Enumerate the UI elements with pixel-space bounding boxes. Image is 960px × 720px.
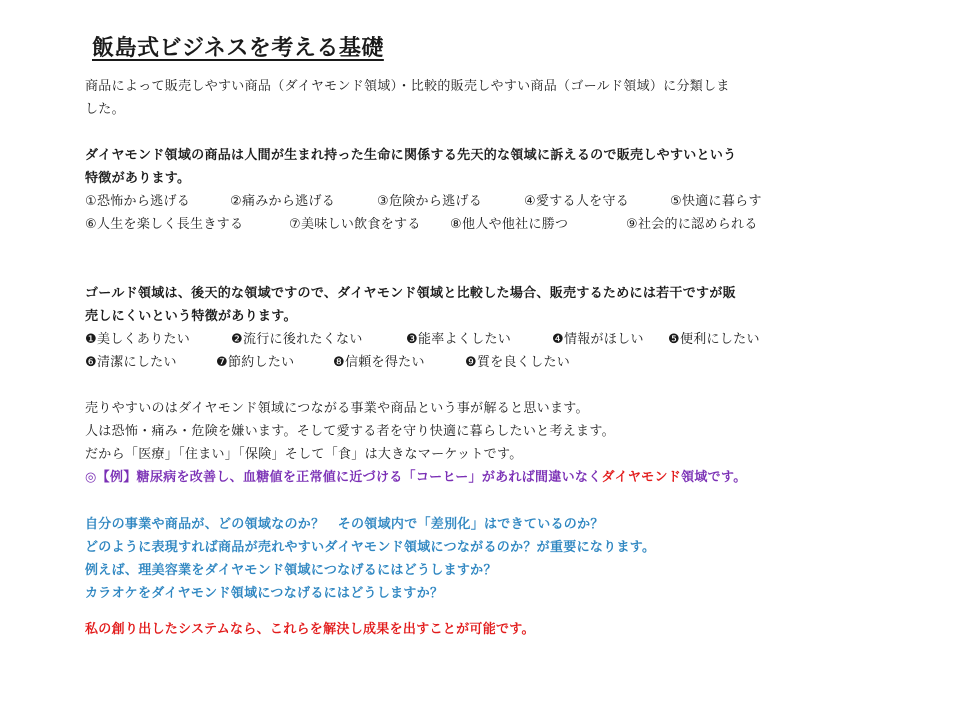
diamond-items-row-1: [85, 192, 762, 212]
diamond-item: ⑨社会的に認められる: [626, 217, 758, 232]
diamond-item: ②痛みから逃げる: [230, 194, 336, 209]
gold-item: ❻清潔にしたい: [85, 355, 177, 370]
question-line-2: どのように表現すれば商品が売れやすいダイヤモンド領域につながるのか？が重要になります。: [85, 540, 656, 555]
example-highlight: ダイヤモンド: [601, 470, 682, 485]
diamond-item: ⑦美味しい飲食をする: [289, 217, 421, 232]
diamond-item: ④愛する人を守る: [524, 194, 630, 209]
gold-item: ❺便利にしたい: [668, 332, 760, 347]
diamond-item: ⑧他人や他社に勝つ: [450, 217, 569, 232]
question-line-1: 自分の事業や商品が、どの領域なのか？ その領域内で「差別化」はできているのか？: [85, 517, 604, 532]
gold-item: ❸能率よくしたい: [406, 332, 512, 347]
diamond-item: ⑥人生を楽しく長生きする: [85, 217, 244, 232]
example-line: [85, 468, 747, 488]
diamond-item: ①恐怖から逃げる: [85, 194, 191, 209]
intro-line-1: 商品によって販売しやすい商品（ダイヤモンド領域）・比較的販売しやすい商品（ゴールド領域）に分類しま: [85, 79, 730, 94]
question-line-3: 例えば、理美容業をダイヤモンド領域につなげるにはどうしますか？: [85, 563, 497, 578]
summary-line-1: 売りやすいのはダイヤモンド領域につながる事業や商品という事が解ると思います。: [85, 401, 589, 416]
example-text: ◎【例】糖尿病を改善し、血糖値を正常値に近づける「コーヒー」があれば間違いなく: [85, 470, 602, 485]
gold-description-line-2: 売しにくいという特徴があります。: [85, 309, 297, 324]
gold-item: ❽信頼を得たい: [333, 355, 425, 370]
gold-item: ❼節約したい: [216, 355, 295, 370]
gold-item: ❷流行に後れたくない: [231, 332, 363, 347]
conclusion-line: 私の創り出したシステムなら、これらを解決し成果を出すことが可能です。: [85, 622, 535, 637]
diamond-item: ⑤快適に暮らす: [670, 194, 762, 209]
gold-item: ❶美しくありたい: [85, 332, 191, 347]
diamond-items-row-2: [85, 215, 758, 235]
gold-items-row-1: [85, 330, 760, 350]
question-line-4: カラオケをダイヤモンド領域につなげるにはどうしますか？: [85, 586, 444, 601]
summary-line-2: 人は恐怖・痛み・危険を嫌います。そして愛する者を守り快適に暮らしたいと考えます。: [85, 424, 615, 439]
diamond-item: ③危険から逃げる: [377, 194, 483, 209]
example-text-end: 領域です。: [681, 470, 747, 485]
summary-line-3: だから「医療」「住まい」「保険」そして「食」は大きなマーケットです。: [85, 447, 523, 462]
diamond-description-line-1: ダイヤモンド領域の商品は人間が生まれ持った生命に関係する先天的な領域に訴えるので販売しやすいという: [85, 148, 737, 163]
gold-items-row-2: [85, 353, 570, 373]
gold-description-line-1: ゴールド領域は、後天的な領域ですので、ダイヤモンド領域と比較した場合、販売するためには若干ですが販: [85, 286, 736, 301]
intro-line-2: した。: [85, 102, 125, 117]
page-title: 飯島式ビジネスを考える基礎: [92, 36, 384, 61]
gold-item: ❾質を良くしたい: [465, 355, 571, 370]
diamond-description-line-2: 特徴があります。: [85, 171, 191, 186]
gold-item: ❹情報がほしい: [552, 332, 644, 347]
